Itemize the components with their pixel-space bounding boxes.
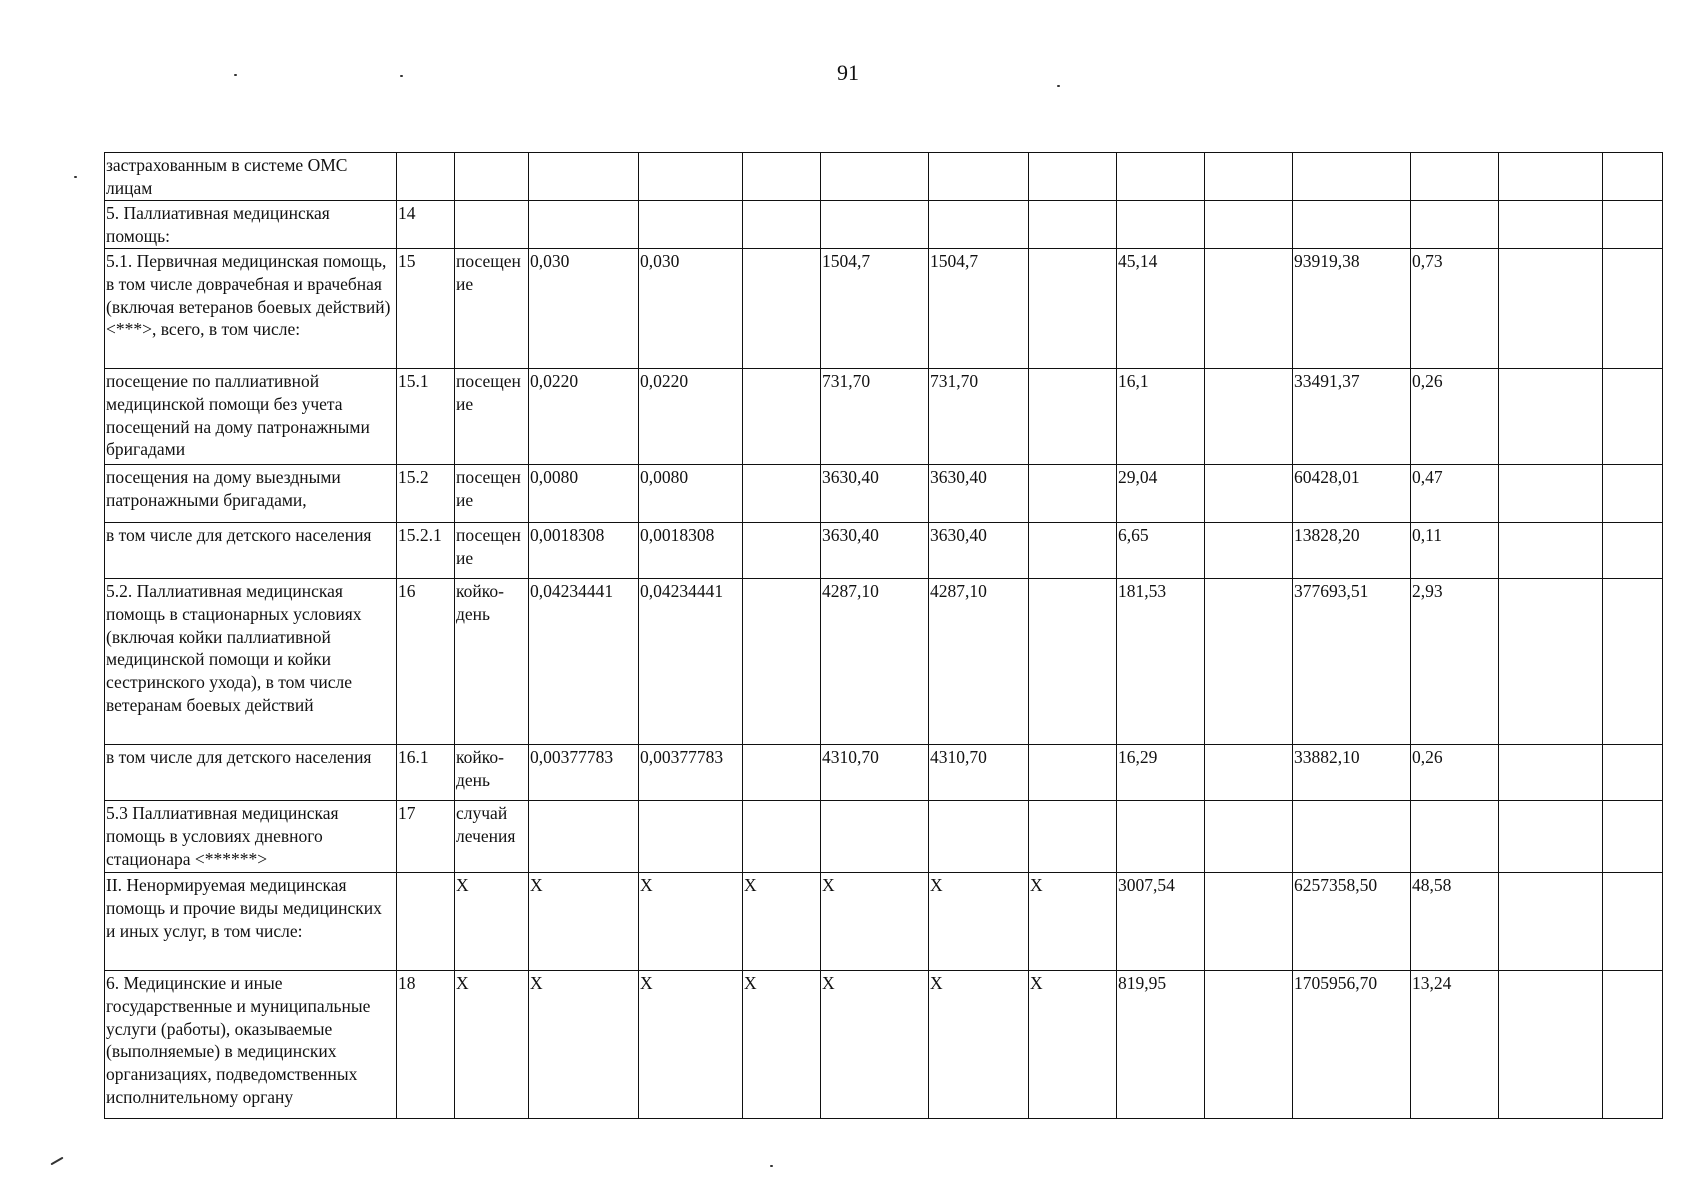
table-cell — [1603, 873, 1663, 971]
row-label-cell: застрахованным в системе ОМС лицам — [105, 153, 397, 201]
table-cell: 4310,70 — [929, 745, 1029, 801]
table-cell: 4287,10 — [929, 579, 1029, 745]
scan-speck — [50, 1157, 63, 1166]
table-cell: 16,29 — [1117, 745, 1205, 801]
table-row — [105, 579, 1663, 745]
table-cell: 16.1 — [397, 745, 455, 801]
table-cell — [1117, 201, 1205, 249]
scan-speck — [1057, 85, 1060, 87]
row-label-cell: в том числе для детского населения — [105, 745, 397, 801]
table-cell — [455, 201, 529, 249]
table-cell — [1499, 579, 1603, 745]
table-cell — [529, 801, 639, 873]
table-cell — [1411, 153, 1499, 201]
table-cell: посещение — [455, 465, 529, 523]
table-cell — [1603, 579, 1663, 745]
table-cell — [1603, 369, 1663, 465]
table-cell: X — [455, 873, 529, 971]
scan-speck — [74, 176, 77, 178]
table-cell: 1504,7 — [929, 249, 1029, 369]
table-cell — [821, 801, 929, 873]
table-cell — [1205, 201, 1293, 249]
table-row — [105, 369, 1663, 465]
table-cell: X — [821, 873, 929, 971]
table-cell — [1499, 971, 1603, 1119]
table-cell — [1411, 801, 1499, 873]
table-cell: 0,47 — [1411, 465, 1499, 523]
row-label-cell: 6. Медицинские и иные государственные и муниципальные услуги (работы), оказываемые (выполняемые) в медицинских организациях, подведомственных исполнительному органу — [105, 971, 397, 1119]
table-cell: 4310,70 — [821, 745, 929, 801]
table-cell: 0,04234441 — [529, 579, 639, 745]
table-cell — [1029, 201, 1117, 249]
table-cell: X — [639, 873, 743, 971]
table-cell — [1029, 745, 1117, 801]
table-cell: 181,53 — [1117, 579, 1205, 745]
table-cell: 0,26 — [1411, 745, 1499, 801]
table-cell — [1205, 249, 1293, 369]
row-label-cell: в том числе для детского населения — [105, 523, 397, 579]
table-cell: посещение — [455, 369, 529, 465]
table-cell — [1029, 465, 1117, 523]
row-label-cell: II. Ненормируемая медицинская помощь и прочие виды медицинских и иных услуг, в том числе: — [105, 873, 397, 971]
table-cell — [1029, 801, 1117, 873]
table-cell: X — [743, 971, 821, 1119]
table-cell — [1499, 249, 1603, 369]
table-cell: 13,24 — [1411, 971, 1499, 1119]
table-cell: 15.2.1 — [397, 523, 455, 579]
table-cell — [1411, 201, 1499, 249]
table-cell: 0,0080 — [639, 465, 743, 523]
table-cell — [1499, 369, 1603, 465]
table-cell — [743, 745, 821, 801]
row-label-cell: посещения на дому выездными патронажными бригадами, — [105, 465, 397, 523]
table-cell: 0,0220 — [639, 369, 743, 465]
table-cell — [743, 801, 821, 873]
table-cell — [1499, 745, 1603, 801]
table-cell: койко-день — [455, 579, 529, 745]
table-cell — [639, 201, 743, 249]
table-cell — [639, 153, 743, 201]
table-cell: X — [529, 873, 639, 971]
table-cell: 0,0018308 — [529, 523, 639, 579]
table-cell: 0,0220 — [529, 369, 639, 465]
table-cell: X — [529, 971, 639, 1119]
table-cell — [1205, 523, 1293, 579]
table-cell: 45,14 — [1117, 249, 1205, 369]
table-cell: 18 — [397, 971, 455, 1119]
table-cell — [1293, 153, 1411, 201]
table-cell: 377693,51 — [1293, 579, 1411, 745]
table-cell: 16 — [397, 579, 455, 745]
table-cell — [1603, 201, 1663, 249]
table-cell: койко-день — [455, 745, 529, 801]
table-cell — [1117, 801, 1205, 873]
table-cell — [1029, 579, 1117, 745]
table-cell: X — [929, 873, 1029, 971]
table-cell — [1603, 745, 1663, 801]
row-label-cell: 5.1. Первичная медицинская помощь, в том числе доврачебная и врачебная (включая ветеранов боевых действий) <***>, всего, в том числе: — [105, 249, 397, 369]
table-cell — [1603, 153, 1663, 201]
table-cell — [743, 465, 821, 523]
table-cell — [1029, 249, 1117, 369]
scan-speck — [400, 75, 403, 77]
table-cell: 6257358,50 — [1293, 873, 1411, 971]
table-cell: случай лечения — [455, 801, 529, 873]
table-cell: 15 — [397, 249, 455, 369]
table-row — [105, 745, 1663, 801]
table-cell — [1029, 369, 1117, 465]
table-cell: X — [821, 971, 929, 1119]
table-cell — [1603, 465, 1663, 523]
table-cell: 1705956,70 — [1293, 971, 1411, 1119]
table-cell: X — [743, 873, 821, 971]
table-cell: 0,00377783 — [529, 745, 639, 801]
table-cell: X — [1029, 971, 1117, 1119]
table-cell — [1603, 801, 1663, 873]
table-cell — [1205, 873, 1293, 971]
table-cell: 15.1 — [397, 369, 455, 465]
table-row — [105, 153, 1663, 201]
table-row — [105, 201, 1663, 249]
table-cell — [743, 201, 821, 249]
row-label-cell: 5. Паллиативная медицинская помощь: — [105, 201, 397, 249]
table-cell — [929, 201, 1029, 249]
table-cell — [929, 153, 1029, 201]
scan-speck — [234, 74, 237, 76]
table-row — [105, 523, 1663, 579]
table-cell: 0,0080 — [529, 465, 639, 523]
table-cell: 0,04234441 — [639, 579, 743, 745]
table-cell: X — [1029, 873, 1117, 971]
table-cell — [529, 201, 639, 249]
table-cell: 15.2 — [397, 465, 455, 523]
table-cell — [1499, 153, 1603, 201]
table-cell — [743, 523, 821, 579]
table-cell — [455, 153, 529, 201]
table-row — [105, 249, 1663, 369]
table-cell — [1205, 369, 1293, 465]
table-cell: 48,58 — [1411, 873, 1499, 971]
table-cell — [1205, 153, 1293, 201]
table-cell — [1499, 201, 1603, 249]
table-cell — [1117, 153, 1205, 201]
page-number: 91 — [837, 60, 859, 85]
table-cell: 2,93 — [1411, 579, 1499, 745]
table-cell: 29,04 — [1117, 465, 1205, 523]
table-cell: 93919,38 — [1293, 249, 1411, 369]
table-cell — [743, 579, 821, 745]
table-cell: 0,030 — [639, 249, 743, 369]
table-cell — [1205, 801, 1293, 873]
table-cell: X — [455, 971, 529, 1119]
table-cell: 3630,40 — [929, 465, 1029, 523]
row-label-cell: посещение по паллиативной медицинской помощи без учета посещений на дому патронажными бригадами — [105, 369, 397, 465]
table-cell — [1205, 465, 1293, 523]
table-cell — [1603, 523, 1663, 579]
table-cell: 0,00377783 — [639, 745, 743, 801]
table-cell — [397, 873, 455, 971]
table-cell: 0,030 — [529, 249, 639, 369]
table-cell: 17 — [397, 801, 455, 873]
table-cell — [1205, 971, 1293, 1119]
table-cell: посещение — [455, 249, 529, 369]
table-row — [105, 465, 1663, 523]
table-row — [105, 971, 1663, 1119]
table-cell — [1293, 201, 1411, 249]
table-cell: X — [929, 971, 1029, 1119]
table-cell: 33491,37 — [1293, 369, 1411, 465]
row-label-cell: 5.2. Паллиативная медицинская помощь в стационарных условиях (включая койки паллиативной медицинской помощи и койки сестринского ухода), в том числе ветеранам боевых действий — [105, 579, 397, 745]
table-cell: 0,11 — [1411, 523, 1499, 579]
data-table — [104, 152, 1663, 1119]
table-cell — [1205, 745, 1293, 801]
table-cell: 3630,40 — [821, 465, 929, 523]
table-cell — [1603, 971, 1663, 1119]
table-cell — [397, 153, 455, 201]
table-cell — [821, 201, 929, 249]
table-cell — [1293, 801, 1411, 873]
table-cell: 0,0018308 — [639, 523, 743, 579]
table-cell: 3007,54 — [1117, 873, 1205, 971]
table-cell: 4287,10 — [821, 579, 929, 745]
table-cell: посещение — [455, 523, 529, 579]
table-cell — [639, 801, 743, 873]
table-cell: 3630,40 — [929, 523, 1029, 579]
table-cell — [1029, 153, 1117, 201]
table-cell — [743, 153, 821, 201]
table-cell — [1029, 523, 1117, 579]
table-cell — [1603, 249, 1663, 369]
table-cell: 60428,01 — [1293, 465, 1411, 523]
table-cell — [529, 153, 639, 201]
table-cell — [929, 801, 1029, 873]
table-cell — [1499, 523, 1603, 579]
table-cell — [1499, 465, 1603, 523]
table-cell — [1499, 801, 1603, 873]
table-cell: 6,65 — [1117, 523, 1205, 579]
table-cell — [743, 249, 821, 369]
table-cell: 0,26 — [1411, 369, 1499, 465]
table-row — [105, 873, 1663, 971]
table-cell: 731,70 — [929, 369, 1029, 465]
table-cell: 3630,40 — [821, 523, 929, 579]
table-row — [105, 801, 1663, 873]
table-cell: 33882,10 — [1293, 745, 1411, 801]
table-cell — [1499, 873, 1603, 971]
table-cell — [821, 153, 929, 201]
row-label-cell: 5.3 Паллиативная медицинская помощь в условиях дневного стационара <******> — [105, 801, 397, 873]
table-cell — [1205, 579, 1293, 745]
table-cell: 731,70 — [821, 369, 929, 465]
table-cell: 819,95 — [1117, 971, 1205, 1119]
table-cell: X — [639, 971, 743, 1119]
table-cell — [743, 369, 821, 465]
table-cell: 13828,20 — [1293, 523, 1411, 579]
table-cell: 16,1 — [1117, 369, 1205, 465]
table-cell: 1504,7 — [821, 249, 929, 369]
table-cell: 0,73 — [1411, 249, 1499, 369]
scan-speck — [770, 1165, 773, 1167]
table-cell: 14 — [397, 201, 455, 249]
